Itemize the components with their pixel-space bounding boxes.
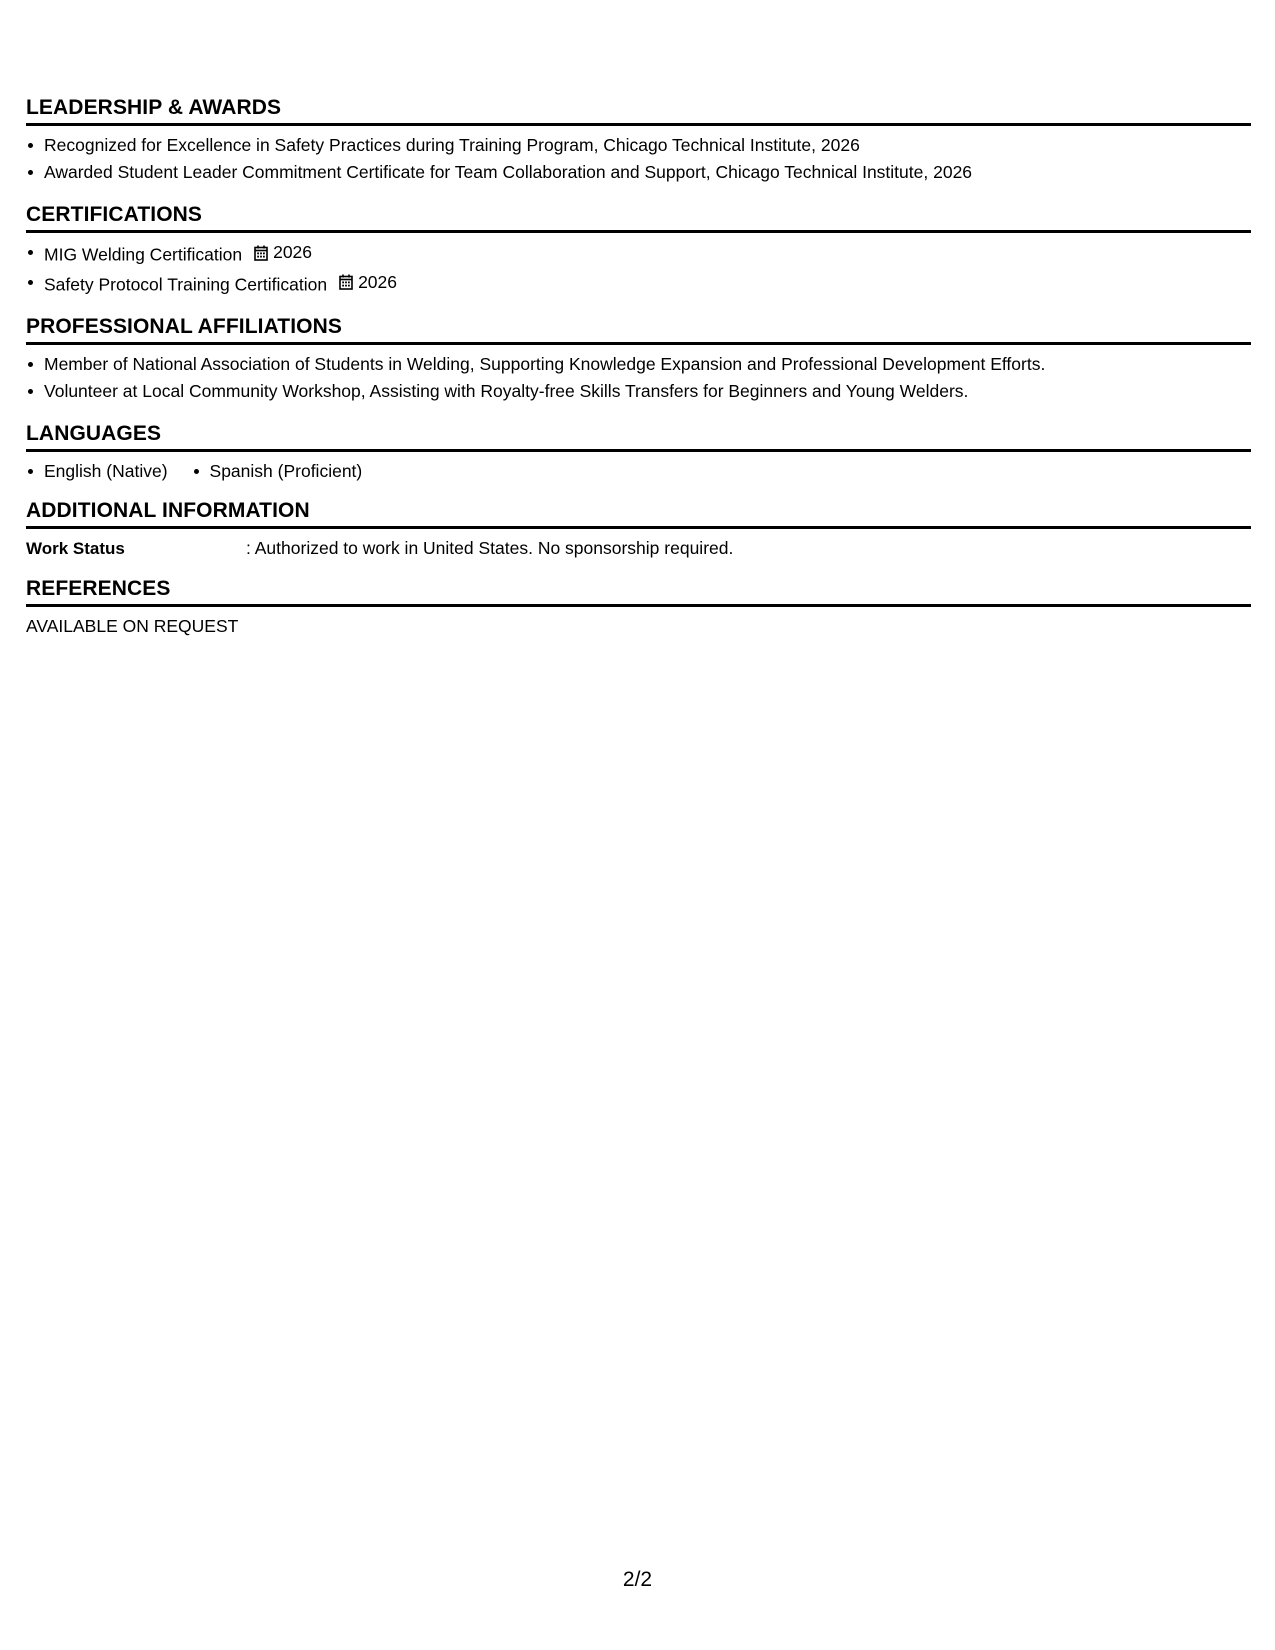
list-item: Member of National Association of Students in Welding, Supporting Knowledge Expansion and Professional Development Efforts. — [26, 351, 1251, 378]
section-title-references: REFERENCES — [26, 577, 171, 600]
section-additional-information — [26, 497, 1251, 562]
section-languages — [26, 420, 1251, 485]
certification-year: 2026 — [358, 271, 397, 292]
section-divider — [26, 123, 1251, 126]
section-title-additional: ADDITIONAL INFORMATION — [26, 499, 310, 522]
certification-name: Safety Protocol Training Certification — [44, 274, 328, 294]
info-label: Work Status — [26, 539, 125, 558]
section-leadership-awards — [26, 94, 1251, 186]
certifications-list — [26, 239, 1251, 298]
leadership-list — [26, 132, 1251, 186]
certification-name: MIG Welding Certification — [44, 244, 243, 265]
language-item: English (Native) — [26, 458, 168, 485]
section-divider — [26, 230, 1251, 233]
certification-item — [26, 269, 1251, 299]
certification-year: 2026 — [273, 242, 313, 262]
calendar-icon — [339, 274, 353, 290]
affiliations-list — [26, 351, 1251, 405]
calendar-icon — [254, 245, 268, 261]
section-divider — [26, 604, 1251, 607]
section-title-certifications: CERTIFICATIONS — [26, 203, 203, 226]
certification-date — [339, 269, 397, 296]
certification-date — [254, 239, 312, 266]
list-item: Awarded Student Leader Commitment Certificate for Team Collaboration and Support, Chicago Technical Institute, 2026 — [26, 159, 1251, 186]
section-references — [26, 575, 1251, 640]
resume-page — [26, 94, 1251, 640]
section-certifications — [26, 201, 1251, 298]
references-text: AVAILABLE ON REQUEST — [26, 616, 239, 636]
info-row-work-status — [26, 535, 1251, 562]
certification-item — [26, 239, 1251, 269]
section-professional-affiliations — [26, 313, 1251, 405]
list-item: Recognized for Excellence in Safety Practices during Training Program, Chicago Technical Institute, 2026 — [26, 132, 1251, 159]
section-divider — [26, 449, 1251, 452]
list-item: Volunteer at Local Community Workshop, Assisting with Royalty-free Skills Transfers for Beginners and Young Welders. — [26, 378, 1251, 405]
info-value: : Authorized to work in United States. No sponsorship required. — [246, 538, 734, 558]
language-item: Spanish (Proficient) — [192, 458, 363, 485]
page-number: 2/2 — [622, 1568, 653, 1591]
section-divider — [26, 526, 1251, 529]
section-title-languages: LANGUAGES — [26, 422, 162, 445]
section-divider — [26, 342, 1251, 345]
languages-list — [26, 458, 1251, 485]
section-title-affiliations: PROFESSIONAL AFFILIATIONS — [26, 315, 342, 338]
section-title-leadership: LEADERSHIP & AWARDS — [26, 96, 282, 119]
